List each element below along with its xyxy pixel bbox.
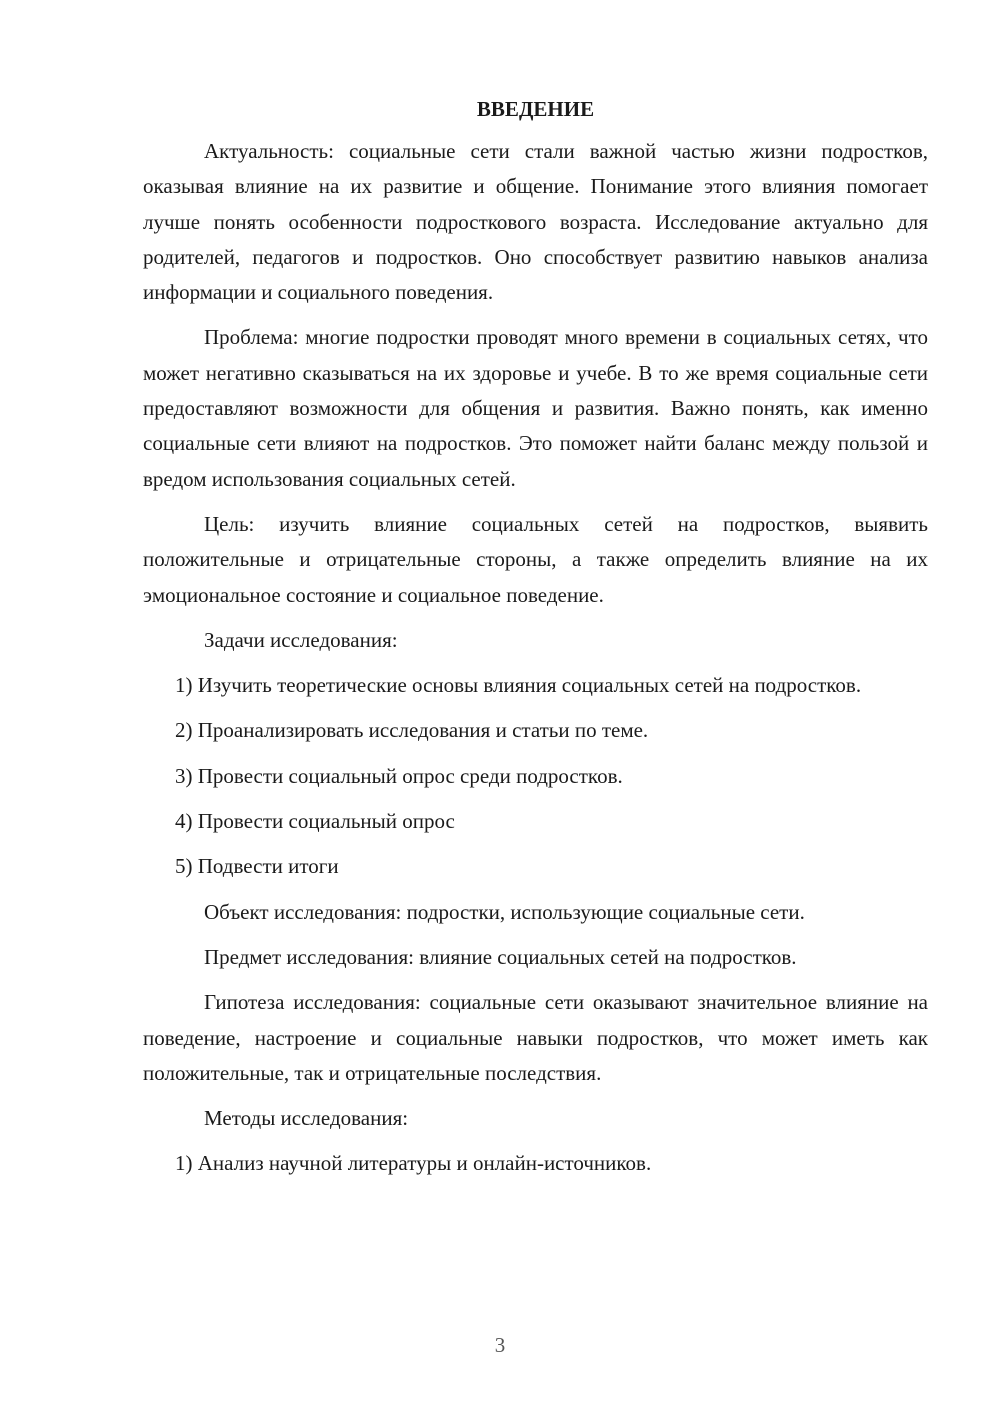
method-item: 1) Анализ научной литературы и онлайн-источников. xyxy=(175,1151,652,1176)
methods-label: Методы исследования: xyxy=(204,1106,409,1131)
problem-paragraph: Проблема: многие подростки проводят много времени в социальных сетях, что может негативно сказываться на их здоровье и учебе. В то же время социальные сети предоставляют возможности для общения и развития. Важно понять, как именно социальные сети влияют на подростков. Это поможет найти баланс между пользой и вредом использования социальных сетей. xyxy=(143,325,928,491)
task-item: 5) Подвести итоги xyxy=(175,854,339,879)
hypothesis-paragraph: Гипотеза исследования: социальные сети оказывают значительное влияние на поведение, настроение и социальные навыки подростков, что может иметь как положительные, так и отрицательные последствия. xyxy=(143,990,928,1085)
relevance-paragraph: Актуальность: социальные сети стали важной частью жизни подростков, оказывая влияние на их развитие и общение. Понимание этого влияния помогает лучше понять особенности подросткового возраста. Исследование актуально для родителей, педагогов и подростков. Оно способствует развитию навыков анализа информации и социального поведения. xyxy=(143,139,928,305)
object-paragraph: Объект исследования: подростки, использующие социальные сети. xyxy=(204,899,805,924)
task-item: 3) Провести социальный опрос среди подростков. xyxy=(175,763,623,788)
goal-paragraph: Цель: изучить влияние социальных сетей на подростков, выявить положительные и отрицательные стороны, а также определить влияние на их эмоциональное состояние и социальное поведение. xyxy=(143,511,928,607)
document-page xyxy=(143,92,928,1192)
page-number: 3 xyxy=(494,1333,506,1357)
task-item: 4) Провести социальный опрос xyxy=(175,809,455,834)
section-title: ВВЕДЕНИЕ xyxy=(476,97,595,121)
subject-paragraph: Предмет исследования: влияние социальных сетей на подростков. xyxy=(204,944,797,969)
task-item: 2) Проанализировать исследования и статьи по теме. xyxy=(175,718,649,743)
tasks-label: Задачи исследования: xyxy=(204,627,398,652)
task-item: 1) Изучить теоретические основы влияния социальных сетей на подростков. xyxy=(175,673,862,698)
